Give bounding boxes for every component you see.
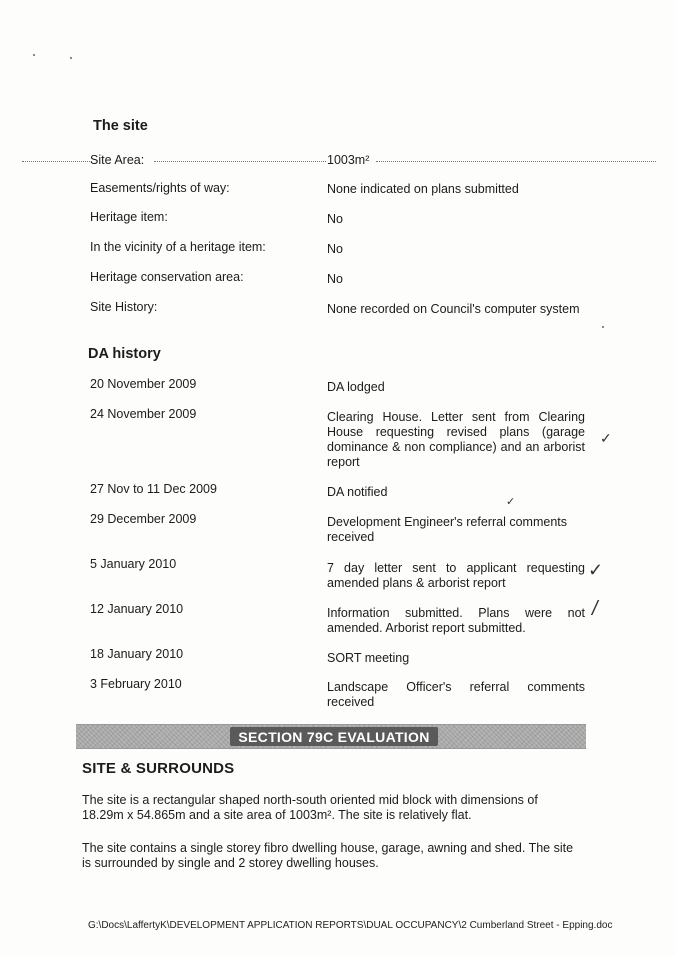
site-history-value: None recorded on Council's computer system xyxy=(327,302,580,316)
site-heading: The site xyxy=(93,118,148,134)
surrounds-paragraph: The site is a rectangular shaped north-south oriented mid block with dimensions of 18.29m x 54.865m and a site area of 1003m². The site is relatively flat. xyxy=(82,793,538,822)
da-event: Landscape Officer's referral comments received xyxy=(327,680,585,709)
da-date: 18 January 2010 xyxy=(90,647,184,661)
site-history-label: Site History: xyxy=(90,300,158,314)
section-banner-box xyxy=(230,727,438,746)
scan-speck xyxy=(602,326,604,328)
da-date: 27 Nov to 11 Dec 2009 xyxy=(90,482,217,496)
check-mark: ✓ xyxy=(506,496,516,508)
da-event: 7 day letter sent to applicant requesting amended plans & arborist report xyxy=(327,561,585,590)
document-file-path: G:\Docs\LaffertyK\DEVELOPMENT APPLICATION REPORTS\DUAL OCCUPANCY\2 Cumberland Street - Epping.doc xyxy=(88,920,613,931)
heritage-vicinity-label: In the vicinity of a heritage item: xyxy=(90,240,266,254)
da-history-heading: DA history xyxy=(88,346,161,362)
da-date: 3 February 2010 xyxy=(90,677,182,691)
da-date: 24 November 2009 xyxy=(90,407,197,421)
section-79c-banner xyxy=(76,724,586,749)
da-event: DA notified xyxy=(327,485,388,499)
site-surrounds-heading: SITE & SURROUNDS xyxy=(82,760,235,777)
da-event: Clearing House. Letter sent from Clearing House requesting revised plans (garage dominance & non compliance) and an arborist report xyxy=(327,410,585,469)
slash-mark: / xyxy=(592,598,598,620)
heritage-conservation-label: Heritage conservation area: xyxy=(90,270,244,284)
site-area-leader-line xyxy=(22,161,92,162)
da-event: DA lodged xyxy=(327,380,385,394)
da-date: 5 January 2010 xyxy=(90,557,177,571)
surrounds-paragraph: The site contains a single storey fibro dwelling house, garage, awning and shed. The site is surrounded by single and 2 storey dwelling houses. xyxy=(82,841,574,870)
da-event: Development Engineer's referral comments received xyxy=(327,515,567,544)
site-area-label: Site Area: xyxy=(90,153,145,167)
da-event: Information submitted. Plans were not amended. Arborist report submitted. xyxy=(327,606,585,635)
section-banner-title: SECTION 79C EVALUATION xyxy=(238,729,430,745)
check-mark: ✓ xyxy=(588,560,604,580)
heritage-vicinity-value: No xyxy=(327,242,343,256)
scan-speck xyxy=(33,54,35,56)
easements-value: None indicated on plans submitted xyxy=(327,182,519,196)
easements-label: Easements/rights of way: xyxy=(90,181,230,195)
scan-speck xyxy=(70,57,72,59)
site-area-leader-line xyxy=(154,161,326,162)
check-mark: ✓ xyxy=(600,430,612,446)
site-area-value: 1003m² xyxy=(327,153,370,167)
heritage-item-value: No xyxy=(327,212,343,226)
da-date: 20 November 2009 xyxy=(90,377,197,391)
da-date: 12 January 2010 xyxy=(90,602,184,616)
da-event: SORT meeting xyxy=(327,651,410,665)
da-date: 29 December 2009 xyxy=(90,512,197,526)
heritage-item-label: Heritage item: xyxy=(90,210,168,224)
heritage-conservation-value: No xyxy=(327,272,343,286)
